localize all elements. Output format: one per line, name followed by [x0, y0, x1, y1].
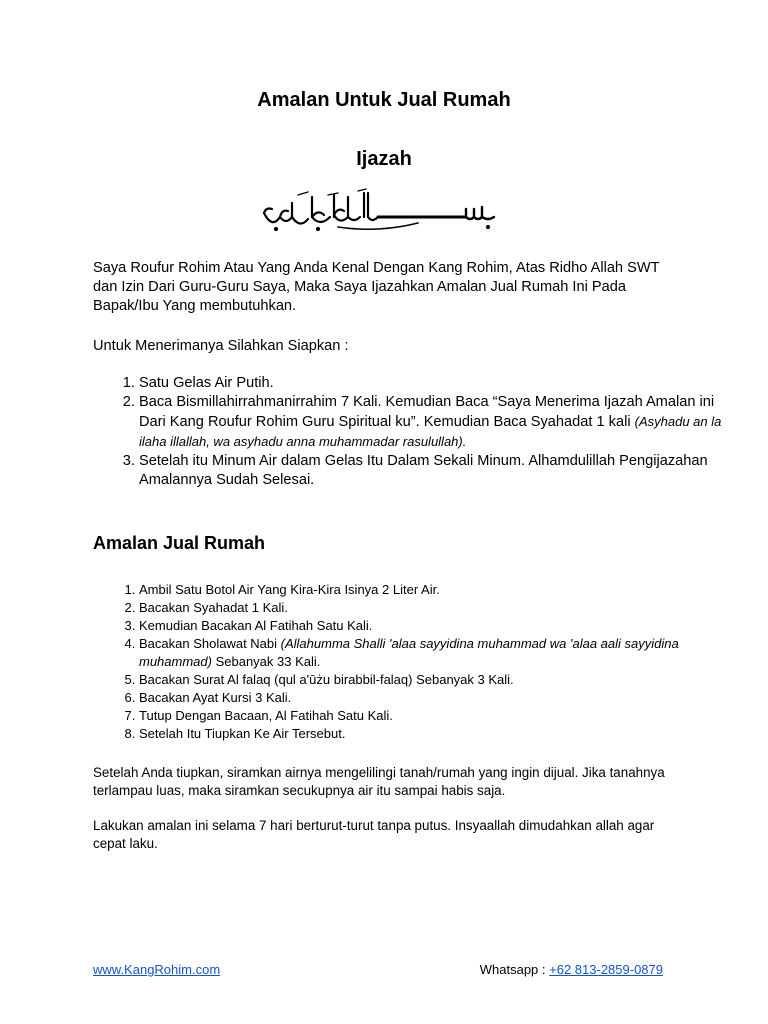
list-item: 2. Baca Bismillahirrahmanirrahim 7 Kali. Kemudian Baca “Saya Menerima Ijazah Amalan ini Dari Kang Roufur Rohim Guru Spiritual ku”. Kemudian Baca Syahadat 1 kali (Asyhadu an la ilaha illallah, wa asyhadu anna muhammadar rasulullah). — [139, 393, 729, 452]
list-item: 8. Setelah Itu Tiupkan Ke Air Tersebut. — [139, 725, 729, 743]
section-heading: Amalan Jual Rumah — [93, 533, 266, 553]
intro-paragraph: Saya Roufur Rohim Atau Yang Anda Kenal Dengan Kang Rohim, Atas Ridho Allah SWT dan Izin Dari Guru-Guru Saya, Maka Saya Ijazahkan Amalan Jual Rumah Ini Pada Bapak/Ibu Yang membutuhkan. — [93, 260, 660, 314]
list-item: 6. Bacakan Ayat Kursi 3 Kali. — [139, 689, 729, 707]
sholawat-text: (Allahumma Shalli 'alaa sayyidina muhammad wa 'alaa aali sayyidina muhammad) — [139, 636, 679, 669]
list-item: 7. Tutup Dengan Bacaan, Al Fatihah Satu Kali. — [139, 707, 729, 725]
syahadat-text: (Asyhadu an la ilaha illallah, wa asyhadu anna muhammadar rasulullah). — [139, 414, 722, 449]
page-subtitle: Ijazah — [356, 148, 412, 170]
list-item: 4. Bacakan Sholawat Nabi (Allahumma Shalli 'alaa sayyidina muhammad wa 'alaa aali sayyidina muhammad) Sebanyak 33 Kali. — [139, 635, 729, 671]
basmalah-icon — [258, 187, 500, 235]
prepare-line: Untuk Menerimanya Silahkan Siapkan : — [93, 338, 349, 354]
whatsapp-label: Whatsapp : — [479, 962, 546, 977]
list-item: 5. Bacakan Surat Al falaq (qul a'ūżu birabbil-falaq) Sebanyak 3 Kali. — [139, 671, 729, 689]
page-title: Amalan Untuk Jual Rumah — [257, 89, 511, 111]
list-item: 1. Ambil Satu Botol Air Yang Kira-Kira Isinya 2 Liter Air. — [139, 581, 729, 599]
whatsapp-contact — [480, 962, 663, 977]
website-link[interactable]: www.KangRohim.com — [93, 962, 221, 977]
whatsapp-link[interactable]: +62 813-2859-0879 — [549, 962, 663, 977]
list-item: 3. Kemudian Bacakan Al Fatihah Satu Kali. — [139, 617, 729, 635]
amalan-steps-list — [93, 581, 729, 743]
ijazah-steps-list — [93, 374, 729, 490]
list-item: 2. Bacakan Syahadat 1 Kali. — [139, 599, 729, 617]
after-paragraph-1: Setelah Anda tiupkan, siramkan airnya mengelilingi tanah/rumah yang ingin dijual. Jika tanahnya terlampau luas, maka siramkan secukupnya air itu sampai habis saja. — [93, 765, 665, 798]
after-paragraph-2: Lakukan amalan ini selama 7 hari berturut-turut tanpa putus. Insyaallah dimudahkan allah agar cepat laku. — [93, 818, 655, 851]
list-item: 1. Satu Gelas Air Putih. — [139, 374, 729, 393]
list-item: 3. Setelah itu Minum Air dalam Gelas Itu Dalam Sekali Minum. Alhamdulillah Pengijazahan Amalannya Sudah Selesai. — [139, 452, 729, 490]
